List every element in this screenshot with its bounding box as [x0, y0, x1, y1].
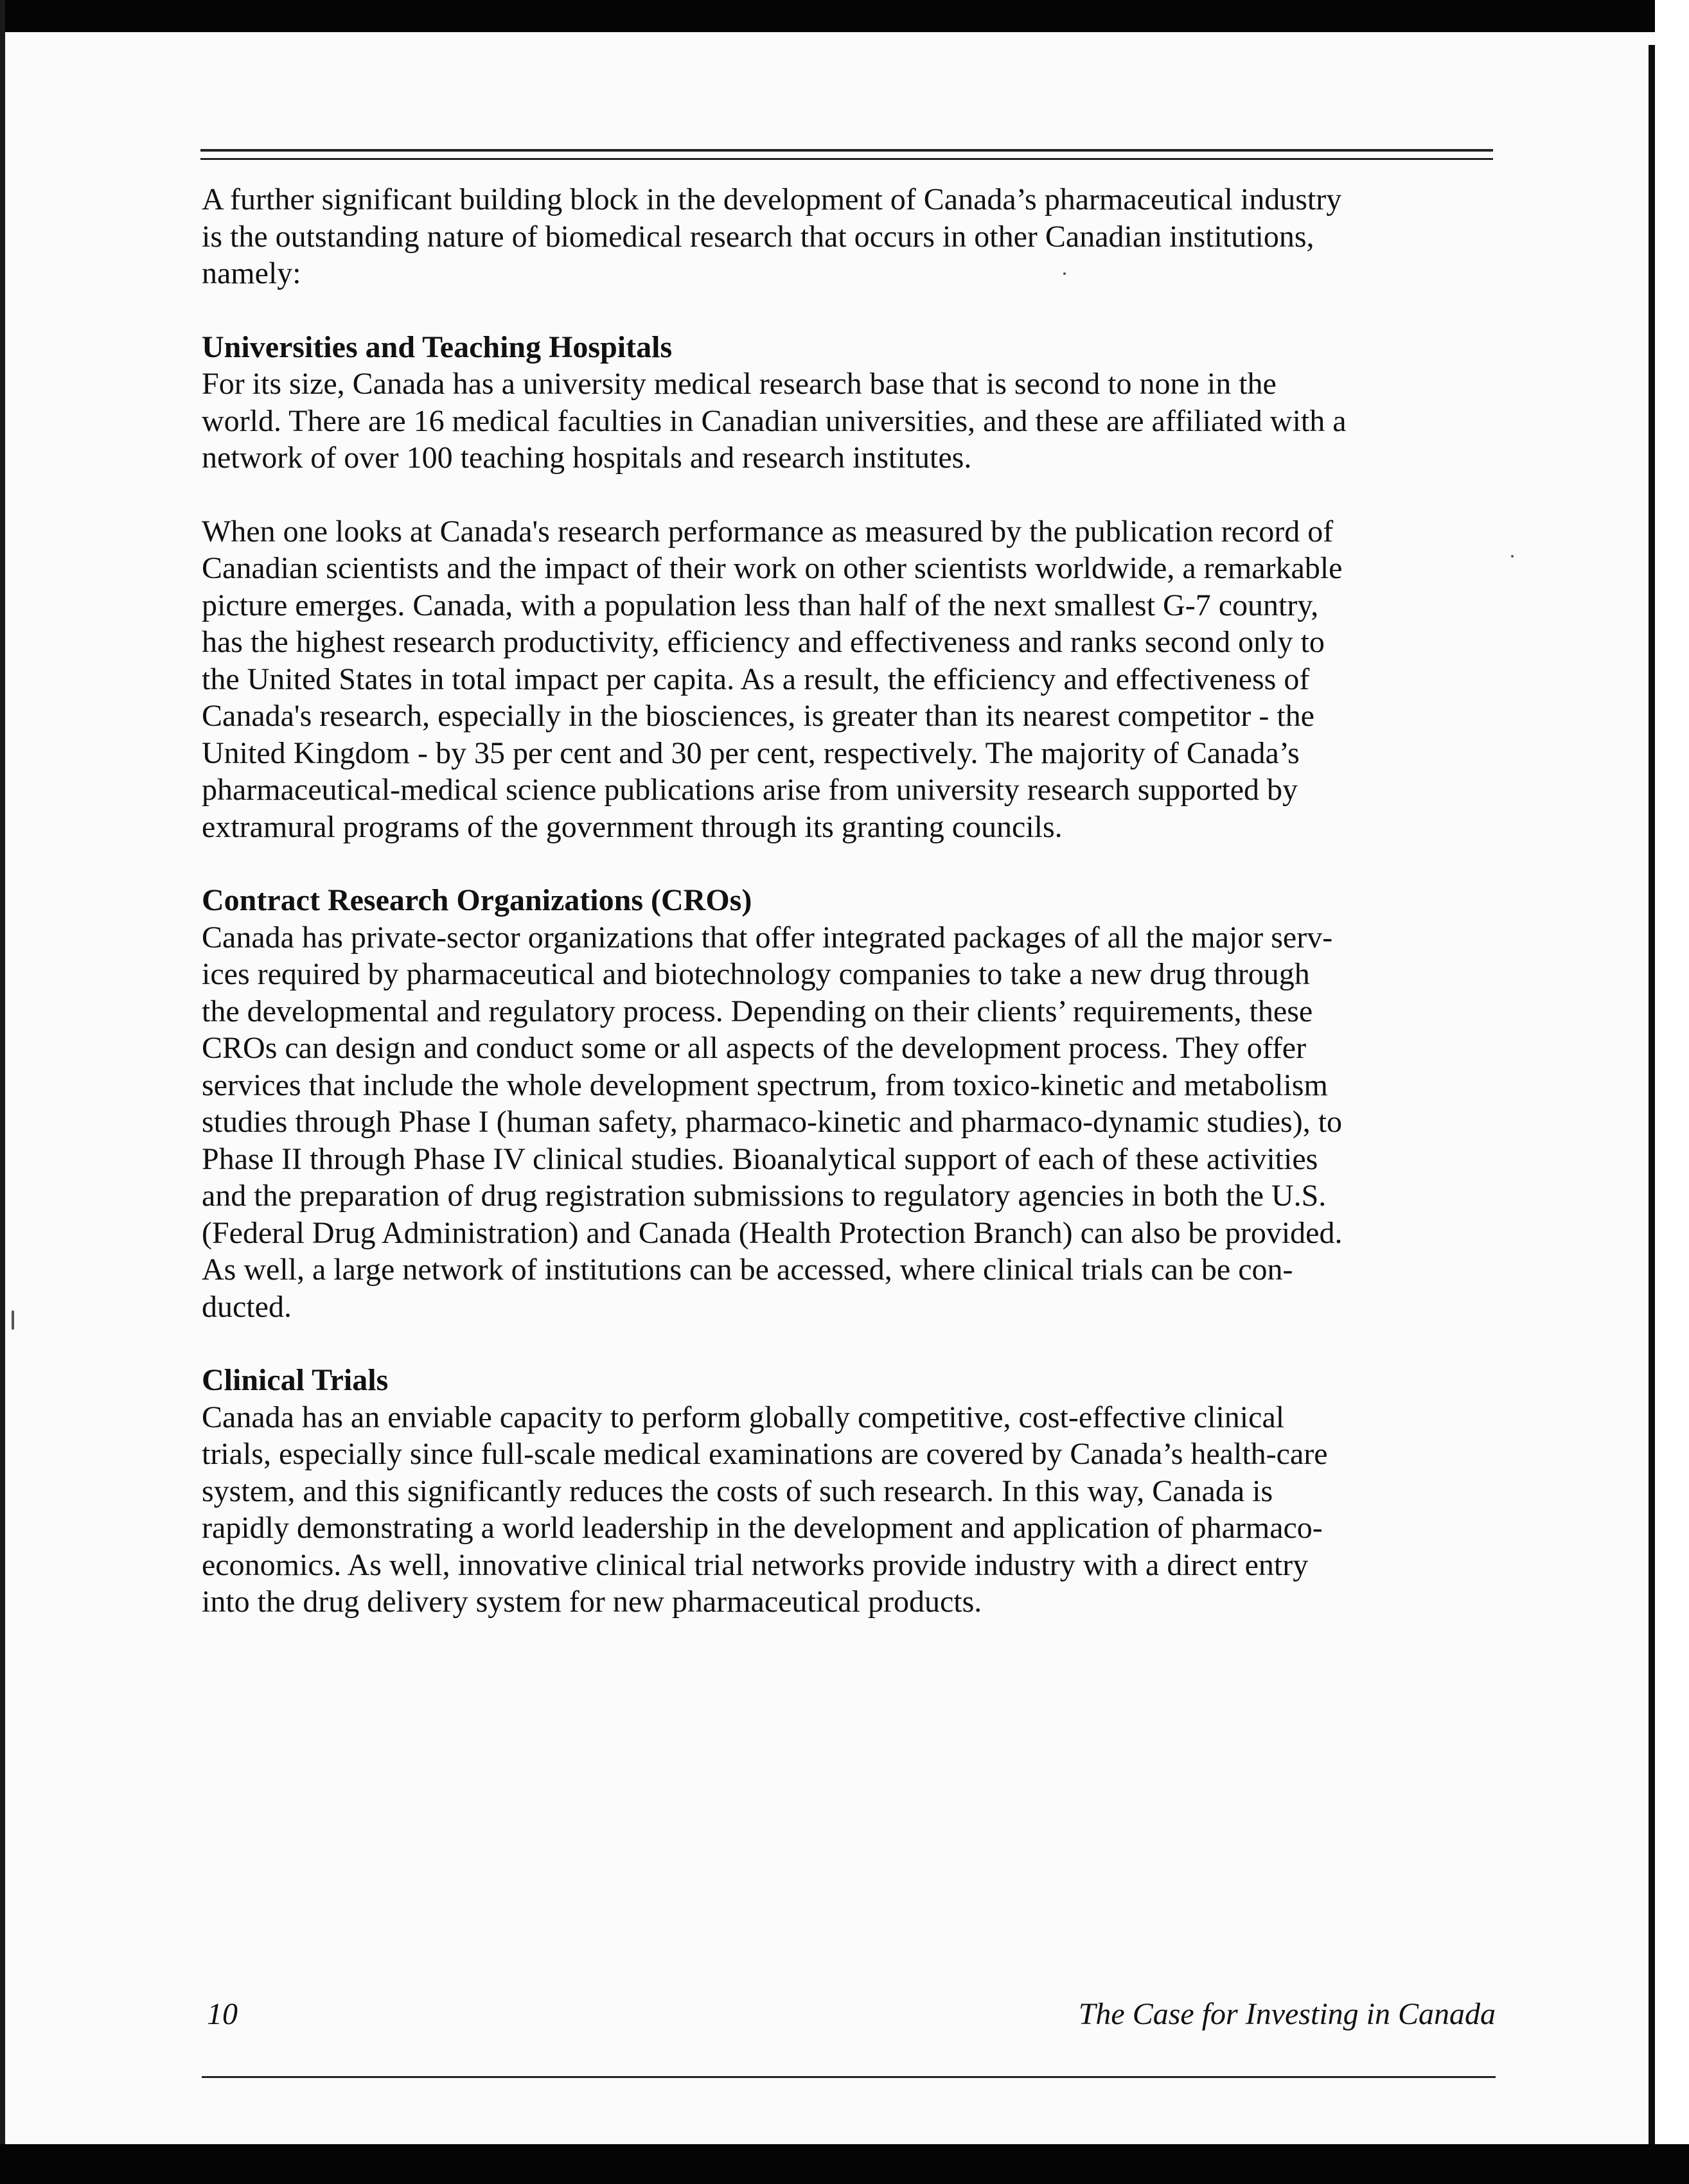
text-line: Phase II through Phase IV clinical studies. Bioanalytical support of each of these activities [202, 1141, 1318, 1176]
text-line: the developmental and regulatory process. Depending on their clients’ requirements, these [202, 994, 1313, 1028]
scan-border-right [1649, 45, 1655, 2144]
text-line: services that include the whole development spectrum, from toxico-kinetic and metabolism [202, 1068, 1328, 1102]
section-paragraph [202, 919, 1461, 1326]
text-line: picture emerges. Canada, with a population less than half of the next smallest G-7 country, [202, 588, 1319, 622]
section-clinical-trials [202, 1362, 1461, 1621]
section-cros [202, 882, 1461, 1325]
text-line: pharmaceutical-medical science publications arise from university research supported by [202, 773, 1298, 807]
scan-border-top [0, 0, 1689, 32]
page-body [202, 181, 1461, 1657]
text-line: ducted. [202, 1289, 292, 1324]
text-line: into the drug delivery system for new pharmaceutical products. [202, 1585, 982, 1619]
footer-rule [202, 2076, 1496, 2078]
text-line: Canada's research, especially in the biosciences, is greater than its nearest competitor - the [202, 699, 1314, 733]
text-line: world. There are 16 medical faculties in Canadian universities, and these are affiliated with a [202, 403, 1347, 438]
scan-margin-right [1655, 0, 1689, 2184]
section-paragraph [202, 513, 1461, 846]
page-number: 10 [207, 1997, 238, 2031]
text-line: trials, especially since full-scale medical examinations are covered by Canada’s health-care [202, 1437, 1328, 1471]
text-line: extramural programs of the government through its granting councils. [202, 809, 1063, 844]
text-line: namely: [202, 256, 301, 290]
section-paragraph [202, 365, 1461, 477]
text-line: When one looks at Canada's research performance as measured by the publication record of [202, 514, 1334, 549]
text-line: rapidly demonstrating a world leadership in the development and application of pharmaco- [202, 1511, 1323, 1545]
text-line: (Federal Drug Administration) and Canada (Health Protection Branch) can also be provided. [202, 1215, 1343, 1250]
text-line: and the preparation of drug registration submissions to regulatory agencies in both the U.S. [202, 1179, 1327, 1213]
text-line: United Kingdom - by 35 per cent and 30 per cent, respectively. The majority of Canada’s [202, 735, 1300, 770]
scan-speck [1511, 555, 1514, 558]
intro-paragraph [202, 181, 1461, 292]
section-universities [202, 329, 1461, 846]
header-double-rule [200, 149, 1493, 164]
page-footer [202, 1996, 1496, 2048]
text-line: network of over 100 teaching hospitals and research institutes. [202, 441, 972, 475]
section-heading: Contract Research Organizations (CROs) [202, 883, 752, 917]
scan-border-left [0, 0, 5, 2184]
publication-title: The Case for Investing in Canada [1078, 1997, 1496, 2031]
text-line: economics. As well, innovative clinical trial networks provide industry with a direct entry [202, 1547, 1309, 1582]
scan-border-bottom [0, 2144, 1689, 2184]
text-line: For its size, Canada has a university medical research base that is second to none in the [202, 367, 1277, 401]
text-line: As well, a large network of institutions can be accessed, where clinical trials can be con- [202, 1253, 1293, 1287]
section-heading: Universities and Teaching Hospitals [202, 330, 673, 364]
section-paragraph [202, 1399, 1461, 1621]
text-line: ices required by pharmaceutical and biotechnology companies to take a new drug through [202, 957, 1310, 991]
section-heading: Clinical Trials [202, 1363, 389, 1397]
header-rule-line [200, 149, 1493, 152]
text-line: CROs can design and conduct some or all aspects of the development process. They offer [202, 1031, 1307, 1065]
text-line: Canada has an enviable capacity to perform globally competitive, cost-effective clinical [202, 1400, 1285, 1434]
text-line: system, and this significantly reduces the costs of such research. In this way, Canada is [202, 1474, 1273, 1508]
text-line: Canada has private-sector organizations that offer integrated packages of all the major serv- [202, 920, 1333, 955]
text-line: Canadian scientists and the impact of their work on other scientists worldwide, a remarkable [202, 551, 1343, 585]
text-line: has the highest research productivity, efficiency and effectiveness and ranks second only to [202, 625, 1325, 659]
text-line: the United States in total impact per capita. As a result, the efficiency and effectiveness of [202, 662, 1310, 696]
text-line: is the outstanding nature of biomedical research that occurs in other Canadian institutions, [202, 219, 1314, 254]
text-line: studies through Phase I (human safety, pharmaco-kinetic and pharmaco-dynamic studies), to [202, 1105, 1343, 1139]
text-line: A further significant building block in the development of Canada’s pharmaceutical industry [202, 182, 1342, 216]
header-rule-line [200, 158, 1493, 160]
scan-speck [12, 1310, 14, 1330]
